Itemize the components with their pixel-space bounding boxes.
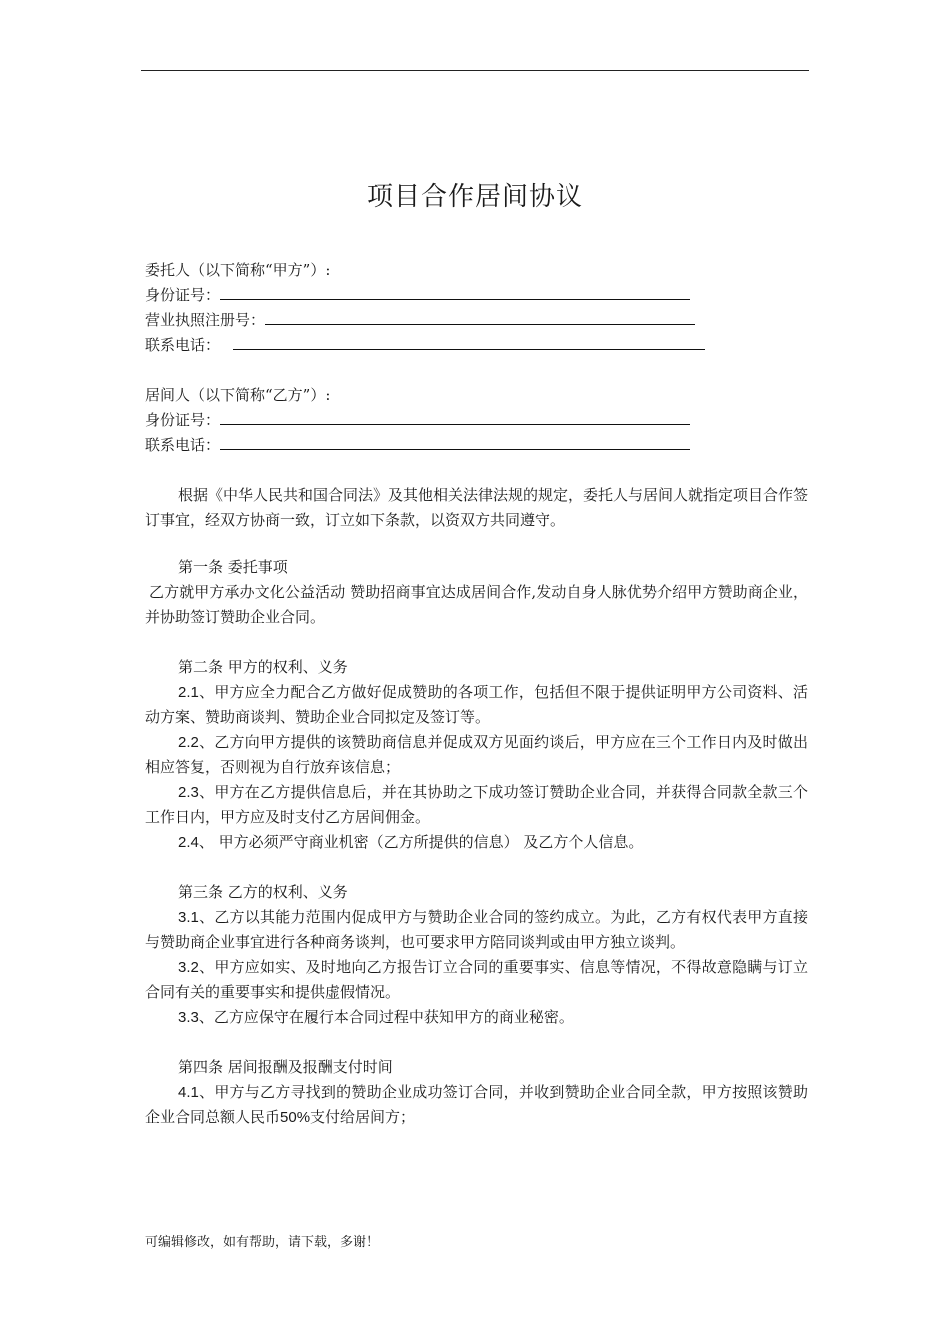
clause-2-2 xyxy=(145,730,808,780)
clause-text: 、乙方应保守在履行本合同过程中获知甲方的商业秘密。 xyxy=(198,1008,574,1026)
party-a-heading: 委托人（以下简称“甲方”）: xyxy=(145,261,331,279)
party-a-phone-line xyxy=(145,333,705,358)
preamble: 根据《中华人民共和国合同法》及其他相关法律法规的规定，委托人与居间人就指定项目合作签订事宜，经双方协商一致，订立如下条款，以资双方共同遵守。 xyxy=(145,486,809,529)
clause-text: 、乙方向甲方提供的该赞助商信息并促成双方见面约谈后，甲方应在三个工作日内及时做出相应答复，否则视为自行放弃该信息； xyxy=(145,733,808,776)
party-b-id-blank[interactable] xyxy=(220,408,690,425)
clause-number: 3.3 xyxy=(178,1009,199,1026)
party-b-phone-blank[interactable] xyxy=(220,433,690,450)
clause-number: 2.4 xyxy=(178,834,199,851)
clause-text: 、甲方应全力配合乙方做好促成赞助的各项工作，包括但不限于提供证明甲方公司资料、活动方案、赞助商谈判、赞助企业合同拟定及签订等。 xyxy=(145,683,808,726)
clause-text: 、甲方与乙方寻找到的赞助企业成功签订合同，并收到赞助企业合同全款，甲方按照该赞助企业合同总额人民币 xyxy=(145,1083,808,1126)
clause-4-1 xyxy=(145,1080,808,1130)
clause-2-3 xyxy=(145,780,808,830)
clause-number: 3.2 xyxy=(178,959,199,976)
party-b-phone-line xyxy=(145,433,690,458)
clause-text-end: 支付给居间方； xyxy=(310,1108,416,1126)
article-2-heading: 第二条 甲方的权利、义务 xyxy=(178,658,348,676)
clause-2-4 xyxy=(145,830,808,855)
party-b-id-label: 身份证号： xyxy=(145,411,221,429)
party-a-phone-label: 联系电话： xyxy=(145,336,221,354)
party-b-heading: 居间人（以下简称“乙方”）: xyxy=(145,386,331,404)
clause-number: 2.1 xyxy=(178,684,199,701)
article-4-heading: 第四条 居间报酬及报酬支付时间 xyxy=(178,1058,393,1076)
footer-note: 可编辑修改，如有帮助，请下载，多谢！ xyxy=(145,1235,380,1250)
clause-text: 、 甲方必须严守商业机密（乙方所提供的信息） 及乙方个人信息。 xyxy=(198,833,644,851)
party-a-phone-blank[interactable] xyxy=(233,333,705,350)
clause-number: 2.3 xyxy=(178,784,199,801)
clause-number: 4.1 xyxy=(178,1084,199,1101)
clause-2-1 xyxy=(145,680,808,730)
party-a-license-line xyxy=(145,308,695,333)
article-1-heading: 第一条 委托事项 xyxy=(178,558,288,576)
article-1-text: 乙方就甲方承办文化公益活动 赞助招商事宜达成居间合作,发动自身人脉优势介绍甲方赞助商企业，并协助签订赞助企业合同。 xyxy=(145,583,808,626)
clause-number: 3.1 xyxy=(178,909,199,926)
party-a-id-label: 身份证号： xyxy=(145,286,221,304)
header-rule xyxy=(141,70,809,71)
party-a-id-line xyxy=(145,283,690,308)
clause-number: 2.2 xyxy=(178,734,199,751)
clause-3-2 xyxy=(145,955,808,1005)
clause-text: 、乙方以其能力范围内促成甲方与赞助企业合同的签约成立。为此，乙方有权代表甲方直接与赞助商企业事宜进行各种商务谈判，也可要求甲方陪同谈判或由甲方独立谈判。 xyxy=(145,908,808,951)
clause-text: 、甲方在乙方提供信息后，并在其协助之下成功签订赞助企业合同，并获得合同款全款三个工作日内，甲方应及时支付乙方居间佣金。 xyxy=(145,783,808,826)
clause-3-1 xyxy=(145,905,808,955)
party-b-id-line xyxy=(145,408,690,433)
article-3-heading: 第三条 乙方的权利、义务 xyxy=(178,883,348,901)
party-b-phone-label: 联系电话： xyxy=(145,436,221,454)
party-a-license-blank[interactable] xyxy=(265,308,695,325)
clause-text: 、甲方应如实、及时地向乙方报告订立合同的重要事实、信息等情况，不得故意隐瞒与订立合同有关的重要事实和提供虚假情况。 xyxy=(145,958,808,1001)
percent-value: 50% xyxy=(280,1109,311,1126)
clause-3-3 xyxy=(145,1005,808,1030)
party-a-license-label: 营业执照注册号： xyxy=(145,311,266,329)
party-a-id-blank[interactable] xyxy=(220,283,690,300)
document-title: 项目合作居间协议 xyxy=(366,182,583,212)
